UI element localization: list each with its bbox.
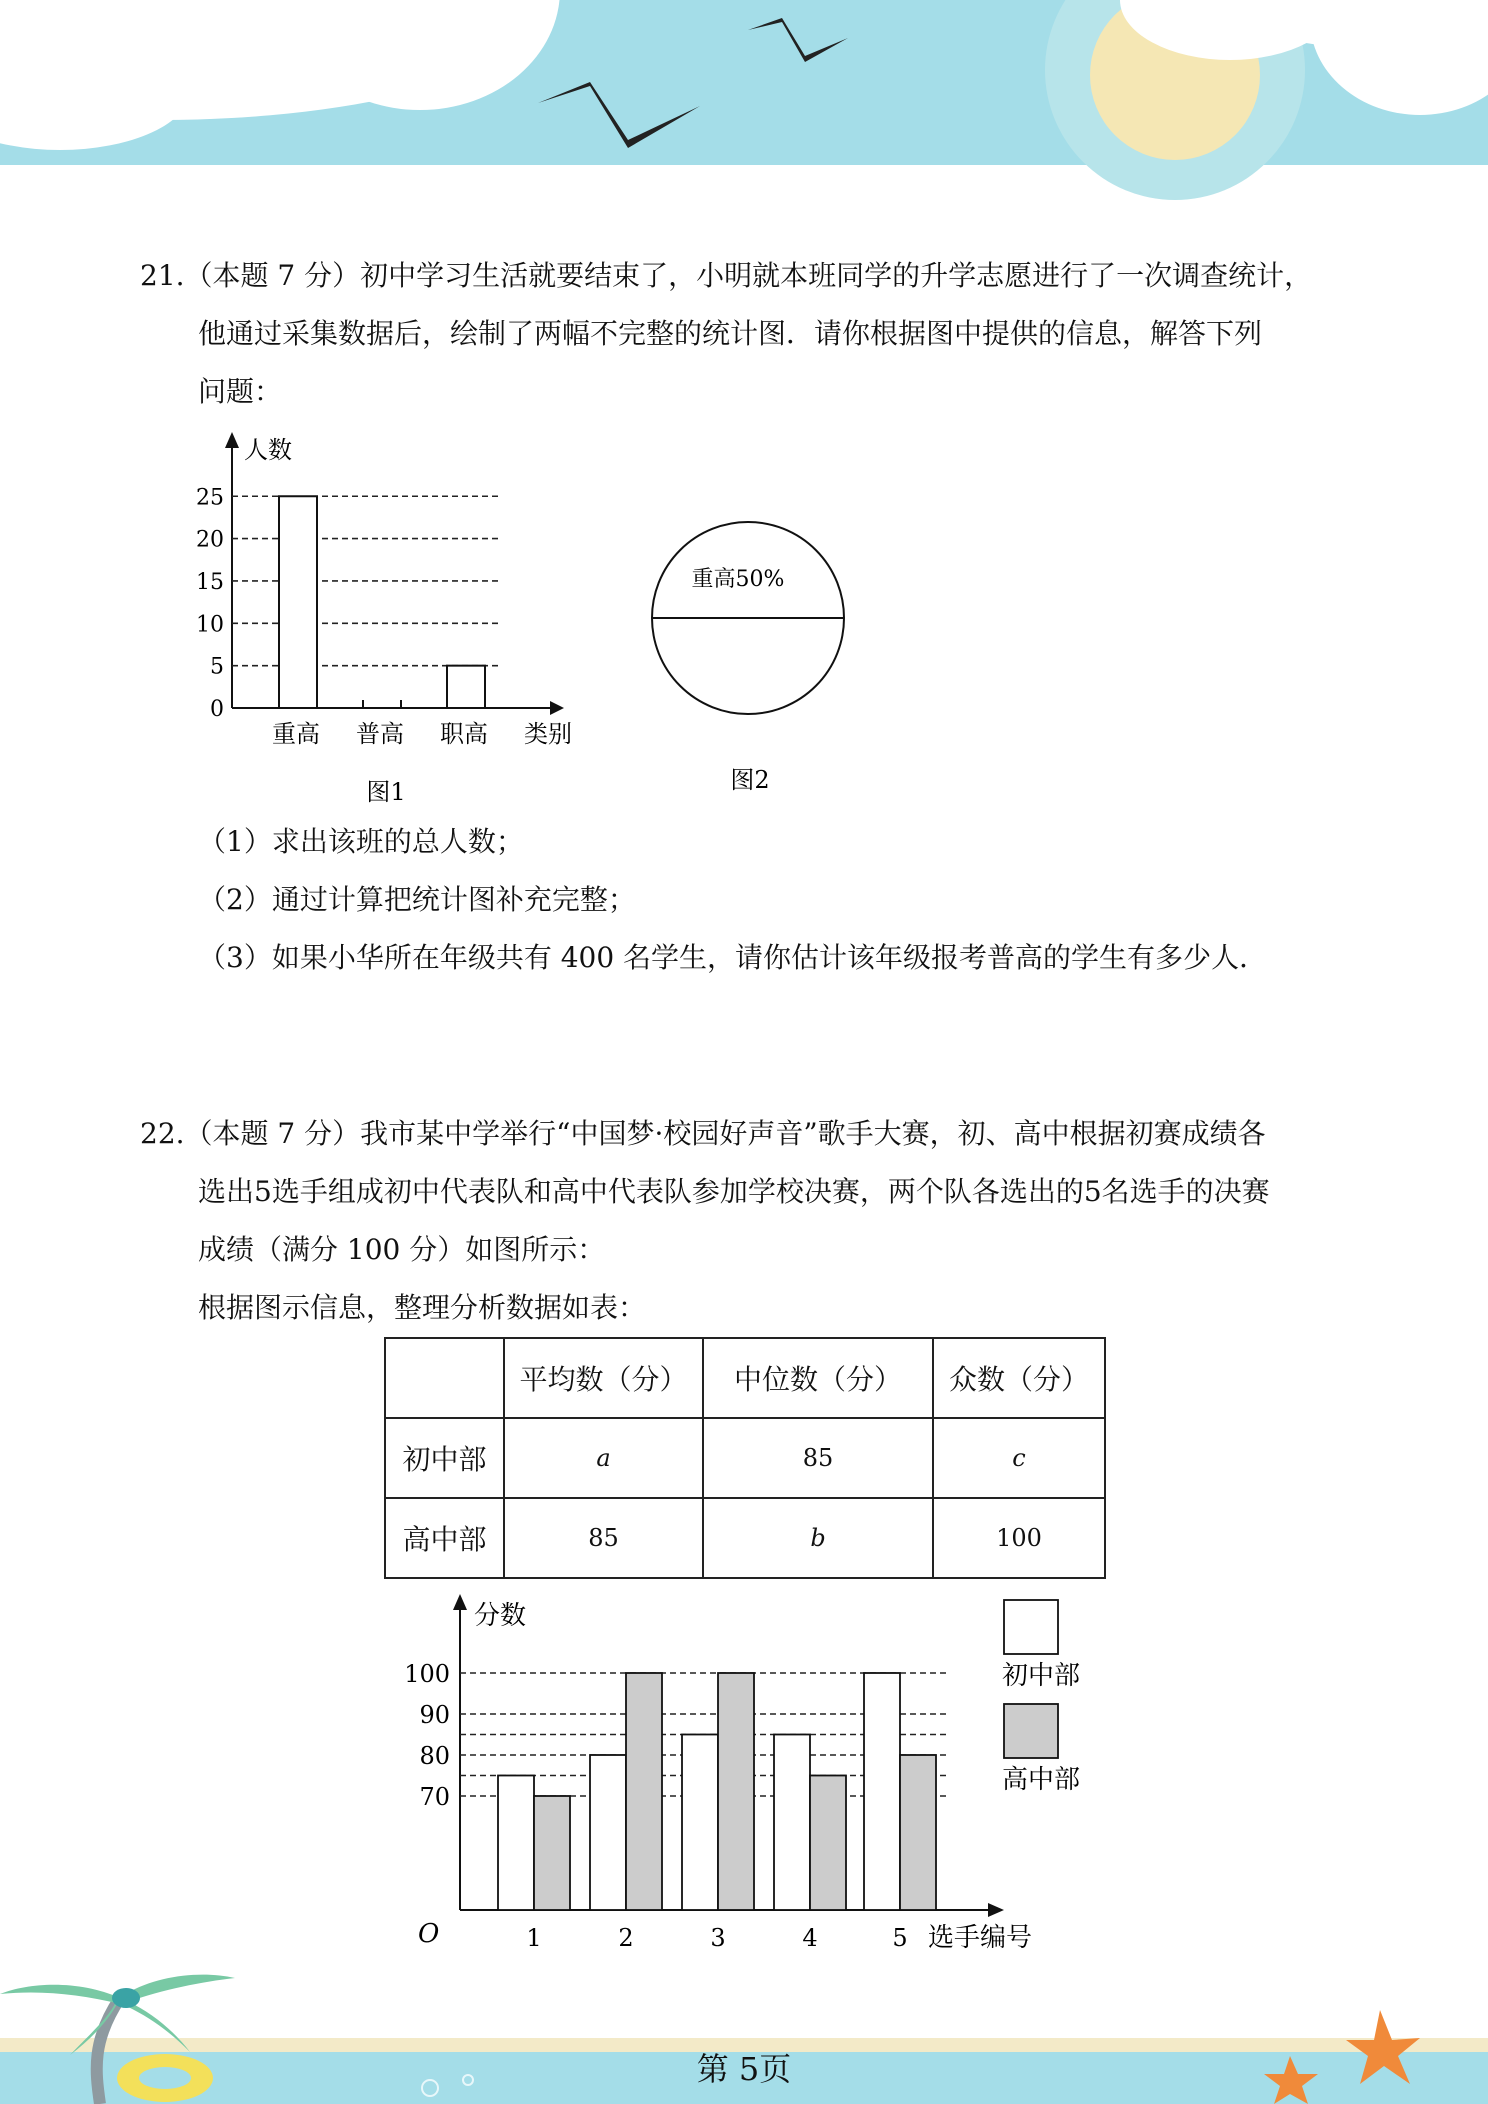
table-header-cell (385, 1338, 504, 1418)
table-row-label: 初中部 (385, 1418, 504, 1498)
x-axis-arrow-icon (550, 701, 564, 715)
bar-初中部-5 (864, 1673, 900, 1910)
table-header-cell: 众数（分） (933, 1338, 1105, 1418)
legend-swatch (1004, 1600, 1058, 1654)
coconut-icon (112, 1988, 140, 2008)
x-axis-label: 类别 (524, 720, 572, 748)
legend-label: 初中部 (1002, 1661, 1081, 1691)
bar-高中部-3 (718, 1673, 754, 1910)
y-axis-arrow-icon (453, 1594, 467, 1610)
y-tick-label: 100 (404, 1660, 450, 1688)
figure-caption: 图1 (366, 778, 406, 806)
bar-初中部-2 (590, 1755, 626, 1910)
q21-line-3: 问题： (198, 375, 283, 408)
x-axis-arrow-icon (988, 1903, 1004, 1917)
x-tick-label: 1 (526, 1924, 542, 1952)
q21-line-2: 他通过采集数据后，绘制了两幅不完整的统计图．请你根据图中提供的信息，解答下列 (198, 317, 1263, 350)
q22-line-2: 选出5选手组成初中代表队和高中代表队参加学校决赛，两个队各选出的5名选手的决赛 (198, 1175, 1270, 1208)
y-axis-label: 人数 (244, 436, 292, 464)
bar-高中部-4 (810, 1776, 846, 1911)
y-axis-label: 分数 (474, 1601, 527, 1631)
table-row-label: 高中部 (385, 1498, 504, 1578)
table-row (385, 1418, 1105, 1498)
q21-sub-1: （1）求出该班的总人数； (198, 825, 524, 858)
table-cell: a (504, 1418, 703, 1498)
q22-line-1: 22.（本题 7 分）我市某中学举行“中国梦·校园好声音”歌手大赛，初、高中根据初赛成绩各 (140, 1117, 1266, 1150)
figure-caption: 图2 (730, 766, 770, 794)
table-cell: b (703, 1498, 933, 1578)
y-tick-label: 80 (419, 1742, 450, 1770)
bar-职高 (447, 666, 485, 708)
y-tick-label: 25 (196, 485, 224, 511)
table-row (385, 1498, 1105, 1578)
q21-sub-3: （3）如果小华所在年级共有 400 名学生，请你估计该年级报考普高的学生有多少人． (198, 941, 1268, 974)
table-cell: c (933, 1418, 1105, 1498)
x-tick-label: 普高 (356, 720, 404, 748)
y-tick-label: 5 (210, 654, 224, 680)
table-cell: 85 (504, 1498, 703, 1578)
legend-label: 高中部 (1002, 1765, 1081, 1795)
y-tick-label: 70 (419, 1783, 450, 1811)
q22-line-3: 成绩（满分 100 分）如图所示： (198, 1233, 606, 1266)
y-tick-label: 20 (196, 527, 224, 553)
figure-scores-bar-chart (404, 1580, 1120, 1960)
table-header-cell: 平均数（分） (504, 1338, 703, 1418)
x-tick-label: 3 (710, 1924, 726, 1952)
bar-初中部-3 (682, 1735, 718, 1911)
table-cell: 100 (933, 1498, 1105, 1578)
q22-line-4: 根据图示信息，整理分析数据如表： (198, 1291, 647, 1324)
q21-sub-2: （2）通过计算把统计图补充完整； (198, 883, 636, 916)
table-cell: 85 (703, 1418, 933, 1498)
table-header-row (385, 1338, 1105, 1418)
figure-1-bar-chart (180, 430, 600, 810)
x-tick-label: 4 (802, 1924, 818, 1952)
bar-初中部-4 (774, 1735, 810, 1911)
x-tick-label: 5 (892, 1924, 908, 1952)
q21-line-1: 21.（本题 7 分）初中学习生活就要结束了，小明就本班同学的升学志愿进行了一次调查统计， (140, 259, 1313, 292)
table-header-cell: 中位数（分） (703, 1338, 933, 1418)
header-decoration (0, 0, 1488, 170)
x-tick-label: 2 (618, 1924, 634, 1952)
origin-label: O (418, 1919, 440, 1949)
bar-重高 (279, 496, 317, 708)
y-tick-label: 15 (196, 569, 224, 595)
y-tick-label: 90 (419, 1701, 450, 1729)
pie-slice-label: 重高50% (691, 567, 785, 592)
x-tick-label: 重高 (272, 720, 320, 748)
x-axis-label: 选手编号 (927, 1923, 1033, 1953)
page-number: 第 5页 (696, 2050, 792, 2088)
y-tick-label: 10 (196, 612, 224, 638)
x-tick-label: 职高 (440, 720, 488, 748)
figure-2-pie-chart (640, 510, 860, 810)
legend-swatch (1004, 1704, 1058, 1758)
bar-高中部-2 (626, 1673, 662, 1910)
y-tick-label: 0 (210, 697, 224, 722)
y-axis-arrow-icon (225, 432, 239, 448)
bar-高中部-1 (534, 1796, 570, 1910)
bar-初中部-1 (498, 1776, 534, 1911)
bar-高中部-5 (900, 1755, 936, 1910)
stats-table (384, 1337, 1106, 1579)
